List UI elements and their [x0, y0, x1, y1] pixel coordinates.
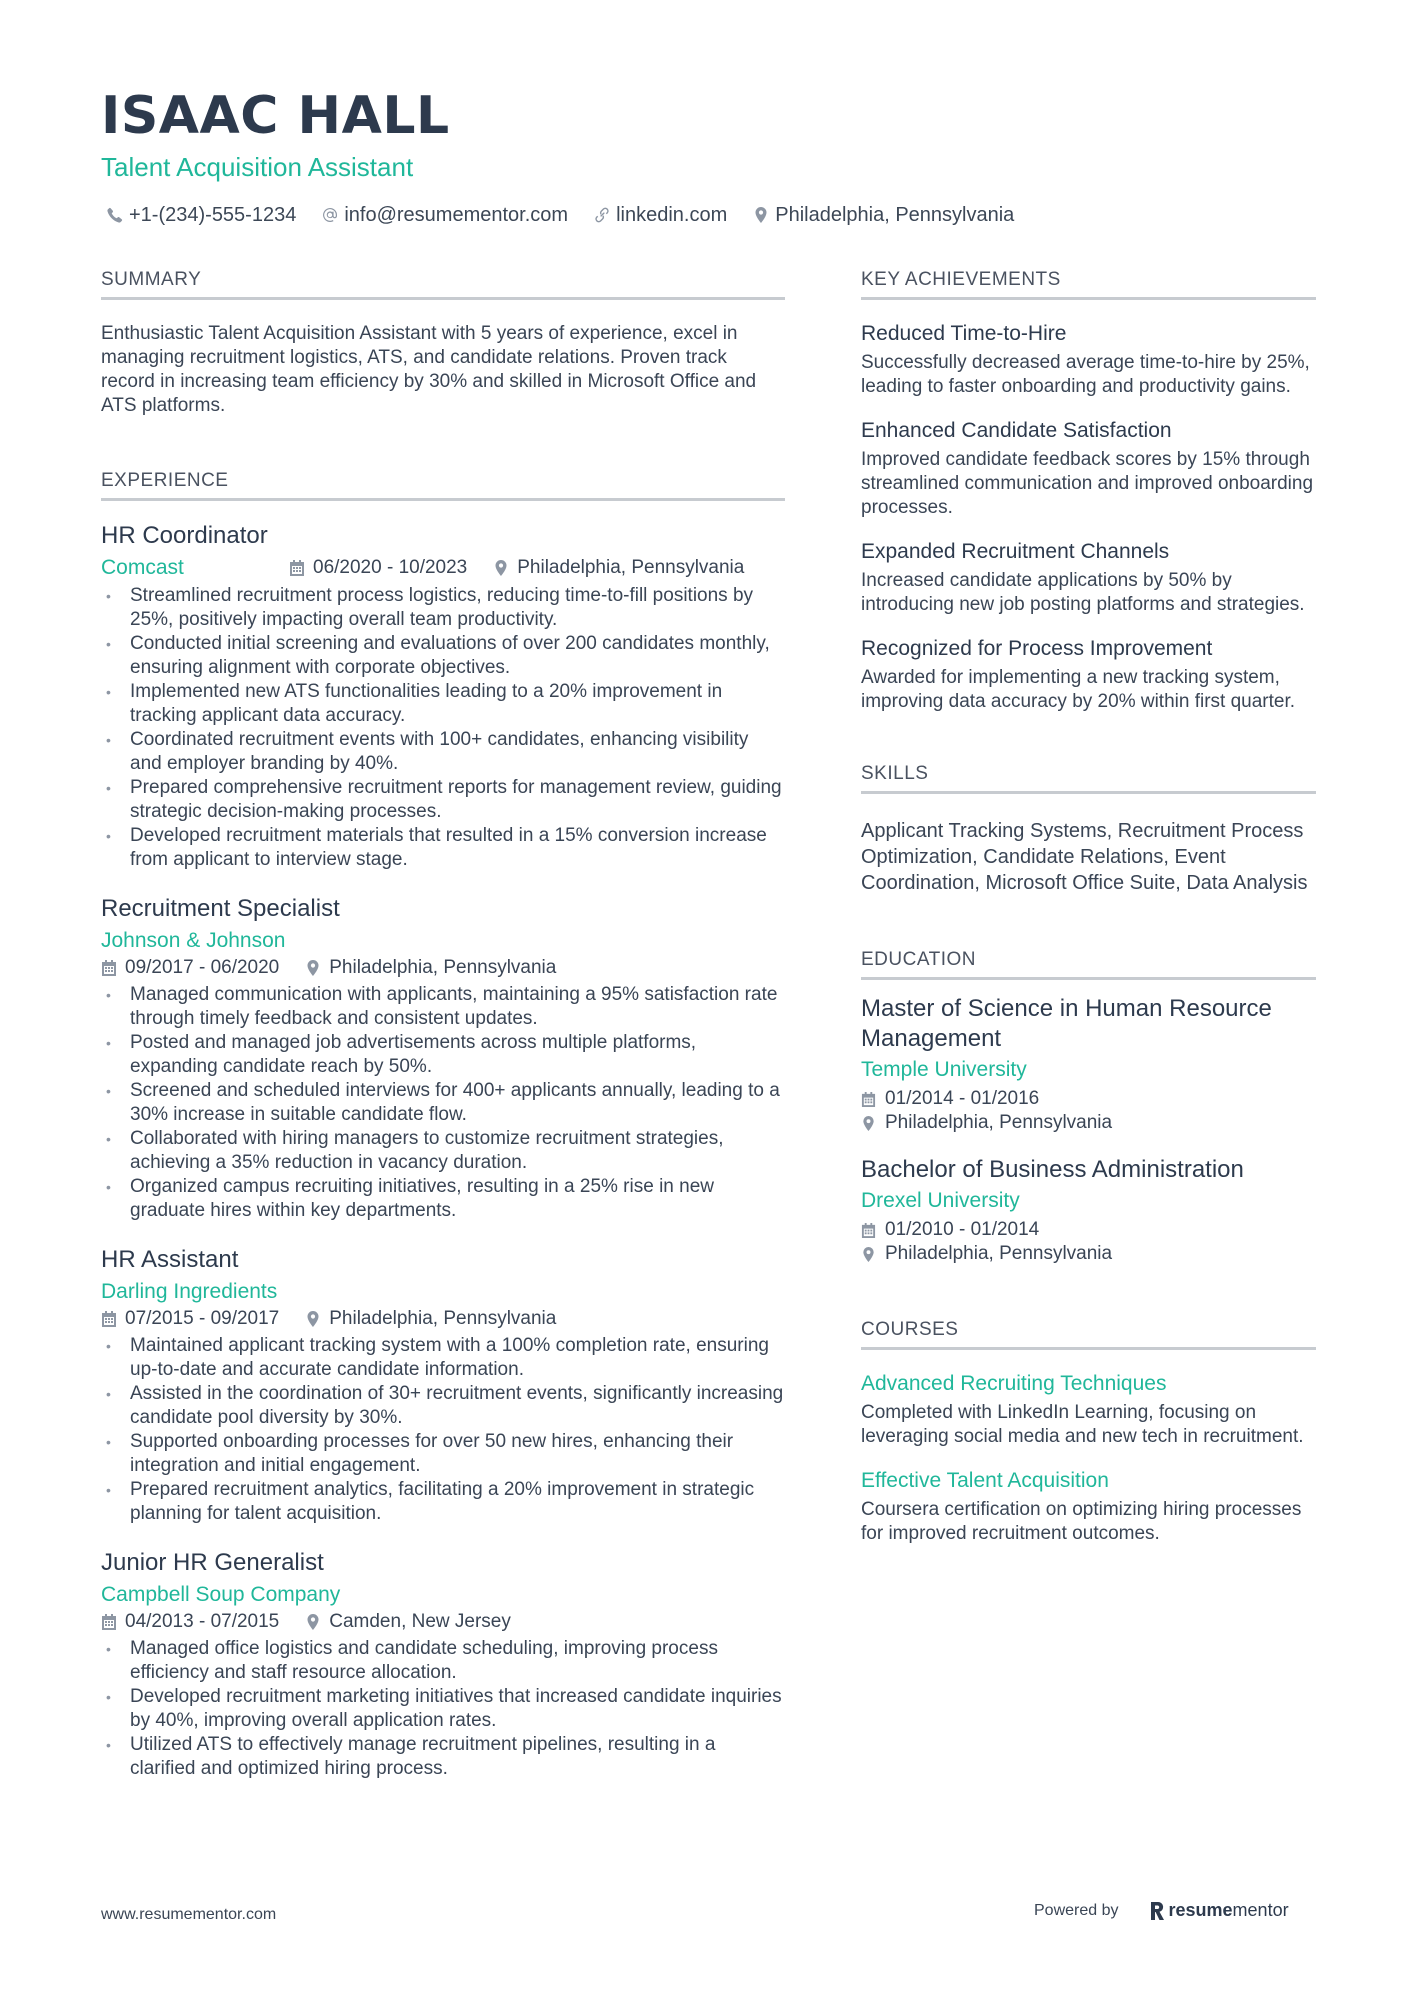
education-location: [861, 1242, 1316, 1266]
phone-text: +1-(234)-555-1234: [129, 204, 297, 226]
powered-by-text: Powered by: [1034, 1901, 1119, 1919]
job-title: Recruitment Specialist: [101, 895, 340, 922]
job-entry: [101, 521, 785, 872]
brand-name-rest: mentor: [1232, 1900, 1289, 1920]
bullet-item: • Prepared comprehensive recruitment reports for management review, guiding strategic decision-making processes.: [101, 776, 785, 824]
job-title: HR Assistant: [101, 1246, 239, 1273]
bullet-item: • Managed office logistics and candidate scheduling, improving process efficiency and staff resource allocation.: [101, 1637, 785, 1685]
section-title-achievements: KEY ACHIEVEMENTS: [861, 268, 1316, 300]
calendar-icon: [101, 1311, 117, 1327]
bullet-item: • Implemented new ATS functionalities leading to a 20% improvement in tracking applicant data accuracy.: [101, 680, 785, 728]
achievement-item: [861, 320, 1316, 399]
map-pin-icon: [753, 207, 769, 223]
achievement-title: Expanded Recruitment Channels: [861, 540, 1170, 563]
contact-phone[interactable]: [107, 202, 296, 228]
job-bullets: [101, 584, 785, 872]
section-title-education: EDUCATION: [861, 948, 1316, 980]
achievement-text: Increased candidate applications by 50% by introducing new job posting platforms and strategies.: [861, 570, 1305, 615]
location-text: Philadelphia, Pennsylvania: [775, 204, 1015, 226]
job-dates-text: 06/2020 - 10/2023: [313, 557, 468, 578]
education-dates-text: 01/2014 - 01/2016: [885, 1088, 1040, 1109]
phone-icon: [107, 207, 123, 223]
footer-branding: [1034, 1900, 1289, 1921]
achievement-text: Awarded for implementing a new tracking system, improving data accuracy by 20% within first quarter.: [861, 667, 1296, 712]
company-name: Johnson & Johnson: [101, 929, 286, 952]
at-icon: [322, 207, 338, 223]
map-pin-icon: [861, 1247, 876, 1262]
education-degree: Master of Science in Human Resource Management: [861, 995, 1272, 1052]
job-location: [305, 955, 556, 981]
job-meta: [101, 1306, 785, 1332]
candidate-title: Talent Acquisition Assistant: [101, 152, 414, 182]
bullet-item: • Screened and scheduled interviews for 400+ applicants annually, leading to a 30% increase in suitable candidate flow.: [101, 1079, 785, 1127]
job-company-row: [101, 1278, 785, 1306]
bullet-item: • Prepared recruitment analytics, facilitating a 20% improvement in strategic planning for talent acquisition.: [101, 1478, 785, 1526]
job-location: [305, 1306, 556, 1332]
education-degree: Bachelor of Business Administration: [861, 1156, 1244, 1183]
map-pin-icon: [861, 1116, 876, 1131]
linkedin-text: linkedin.com: [616, 204, 728, 226]
contact-row: [101, 202, 1311, 228]
education-dates: [861, 1218, 1316, 1242]
bullet-item: • Managed communication with applicants, maintaining a 95% satisfaction rate through timely feedback and consistent updates.: [101, 983, 785, 1031]
job-dates: [289, 555, 467, 581]
footer-website[interactable]: www.resumementor.com: [101, 1906, 277, 1923]
education-location-text: Philadelphia, Pennsylvania: [885, 1243, 1113, 1264]
job-bullets: [101, 1637, 785, 1781]
bullet-item: • Utilized ATS to effectively manage recruitment pipelines, resulting in a clarified and optimized hiring process.: [101, 1733, 785, 1781]
job-dates: [101, 1609, 279, 1635]
calendar-icon: [101, 1614, 117, 1630]
skills-text: Applicant Tracking Systems, Recruitment Process Optimization, Candidate Relations, Event Coordination, Microsoft Office Suite, Data Analysis: [861, 820, 1308, 894]
job-title: Junior HR Generalist: [101, 1549, 324, 1576]
job-dates-text: 07/2015 - 09/2017: [125, 1308, 280, 1329]
job-entry: [101, 894, 785, 1223]
education-location: [861, 1111, 1316, 1135]
company-name: Campbell Soup Company: [101, 1583, 341, 1606]
education-item: [861, 1155, 1316, 1266]
job-dates: [101, 955, 279, 981]
achievement-text: Successfully decreased average time-to-hire by 25%, leading to faster onboarding and productivity gains.: [861, 352, 1310, 397]
achievement-title: Enhanced Candidate Satisfaction: [861, 419, 1172, 442]
map-pin-icon: [305, 1614, 321, 1630]
job-title: HR Coordinator: [101, 522, 268, 549]
right-column: [861, 268, 1316, 1546]
education-school: Drexel University: [861, 1189, 1020, 1212]
contact-linkedin[interactable]: [594, 202, 727, 228]
job-dates-text: 04/2013 - 07/2015: [125, 1611, 280, 1632]
candidate-name: ISAAC HALL: [101, 86, 450, 146]
education-dates: [861, 1087, 1316, 1111]
job-bullets: [101, 1334, 785, 1526]
bullet-item: • Developed recruitment marketing initiatives that increased candidate inquiries by 40%, improving overall application rates.: [101, 1685, 785, 1733]
brand-name-bold: resume: [1168, 1900, 1233, 1920]
left-column: [101, 268, 785, 1781]
job-location: [305, 1609, 511, 1635]
company-name: Comcast: [101, 556, 184, 579]
job-location-text: Camden, New Jersey: [329, 1611, 511, 1632]
summary-section: [101, 268, 785, 418]
experience-section: [101, 469, 785, 1781]
skills-section: [861, 762, 1316, 896]
map-pin-icon: [305, 1311, 321, 1327]
achievement-title: Reduced Time-to-Hire: [861, 322, 1067, 345]
section-title-skills: SKILLS: [861, 762, 1316, 794]
bullet-item: • Conducted initial screening and evaluations of over 200 candidates monthly, ensuring alignment with corporate objectives.: [101, 632, 785, 680]
brand-logo[interactable]: [1149, 1900, 1289, 1921]
bullet-item: • Coordinated recruitment events with 100+ candidates, enhancing visibility and employer branding by 40%.: [101, 728, 785, 776]
section-title-summary: SUMMARY: [101, 268, 785, 300]
education-section: [861, 948, 1316, 1266]
resume-header: [101, 84, 1311, 228]
summary-text: Enthusiastic Talent Acquisition Assistant with 5 years of experience, excel in managing recruitment logistics, ATS, and candidate relations. Proven track record in increasing team efficiency by 30% and skilled in Microsoft Office and ATS platforms.: [101, 323, 757, 416]
education-school: Temple University: [861, 1058, 1027, 1081]
calendar-icon: [861, 1092, 876, 1107]
bullet-item: • Organized campus recruiting initiatives, resulting in a 25% rise in new graduate hires within key departments.: [101, 1175, 785, 1223]
job-meta-row: [101, 554, 785, 582]
calendar-icon: [289, 560, 305, 576]
course-title: Advanced Recruiting Techniques: [861, 1372, 1167, 1395]
contact-location: [753, 202, 1014, 228]
job-dates: [101, 1306, 279, 1332]
education-item: [861, 994, 1316, 1135]
bullet-item: • Developed recruitment materials that resulted in a 15% conversion increase from applicant to interview stage.: [101, 824, 785, 872]
job-location-text: Philadelphia, Pennsylvania: [329, 1308, 557, 1329]
job-dates-text: 09/2017 - 06/2020: [125, 957, 280, 978]
bullet-item: • Supported onboarding processes for over 50 new hires, enhancing their integration and initial engagement.: [101, 1430, 785, 1478]
bullet-item: • Assisted in the coordination of 30+ recruitment events, significantly increasing candidate pool diversity by 30%.: [101, 1382, 785, 1430]
job-meta: [289, 555, 744, 581]
course-text: Coursera certification on optimizing hiring processes for improved recruitment outcomes.: [861, 1499, 1302, 1544]
bullet-item: • Collaborated with hiring managers to customize recruitment strategies, achieving a 35% reduction in vacancy duration.: [101, 1127, 785, 1175]
education-location-text: Philadelphia, Pennsylvania: [885, 1112, 1113, 1133]
job-entry: [101, 1245, 785, 1526]
email-text: info@resumementor.com: [344, 204, 569, 226]
company-name: Darling Ingredients: [101, 1280, 278, 1303]
achievement-item: [861, 417, 1316, 520]
achievements-section: [861, 268, 1316, 714]
course-item: [861, 1467, 1316, 1546]
bullet-item: • Posted and managed job advertisements across multiple platforms, expanding candidate reach by 50%.: [101, 1031, 785, 1079]
job-location: [493, 555, 744, 581]
job-bullets: [101, 983, 785, 1223]
job-meta: [101, 1609, 785, 1635]
section-title-experience: EXPERIENCE: [101, 469, 785, 501]
achievement-title: Recognized for Process Improvement: [861, 637, 1213, 660]
contact-email[interactable]: [322, 202, 568, 228]
achievement-item: [861, 635, 1316, 714]
resumementor-logo-icon: [1149, 1901, 1165, 1921]
achievement-text: Improved candidate feedback scores by 15% through streamlined communication and improved onboarding processes.: [861, 449, 1314, 518]
courses-section: [861, 1318, 1316, 1546]
education-dates-text: 01/2010 - 01/2014: [885, 1219, 1040, 1240]
calendar-icon: [861, 1223, 876, 1238]
map-pin-icon: [305, 960, 321, 976]
job-entry: [101, 1548, 785, 1781]
achievement-item: [861, 538, 1316, 617]
job-meta: [101, 955, 785, 981]
job-location-text: Philadelphia, Pennsylvania: [517, 557, 745, 578]
course-title: Effective Talent Acquisition: [861, 1469, 1109, 1492]
job-company-row: [101, 927, 785, 955]
section-title-courses: COURSES: [861, 1318, 1316, 1350]
bullet-item: • Streamlined recruitment process logistics, reducing time-to-fill positions by 25%, positively impacting overall team productivity.: [101, 584, 785, 632]
job-company-row: [101, 1581, 785, 1609]
job-location-text: Philadelphia, Pennsylvania: [329, 957, 557, 978]
course-text: Completed with LinkedIn Learning, focusing on leveraging social media and new tech in recruitment.: [861, 1402, 1304, 1447]
bullet-item: • Maintained applicant tracking system with a 100% completion rate, ensuring up-to-date and accurate candidate information.: [101, 1334, 785, 1382]
link-icon: [594, 207, 610, 223]
course-item: [861, 1370, 1316, 1449]
calendar-icon: [101, 960, 117, 976]
map-pin-icon: [493, 560, 509, 576]
